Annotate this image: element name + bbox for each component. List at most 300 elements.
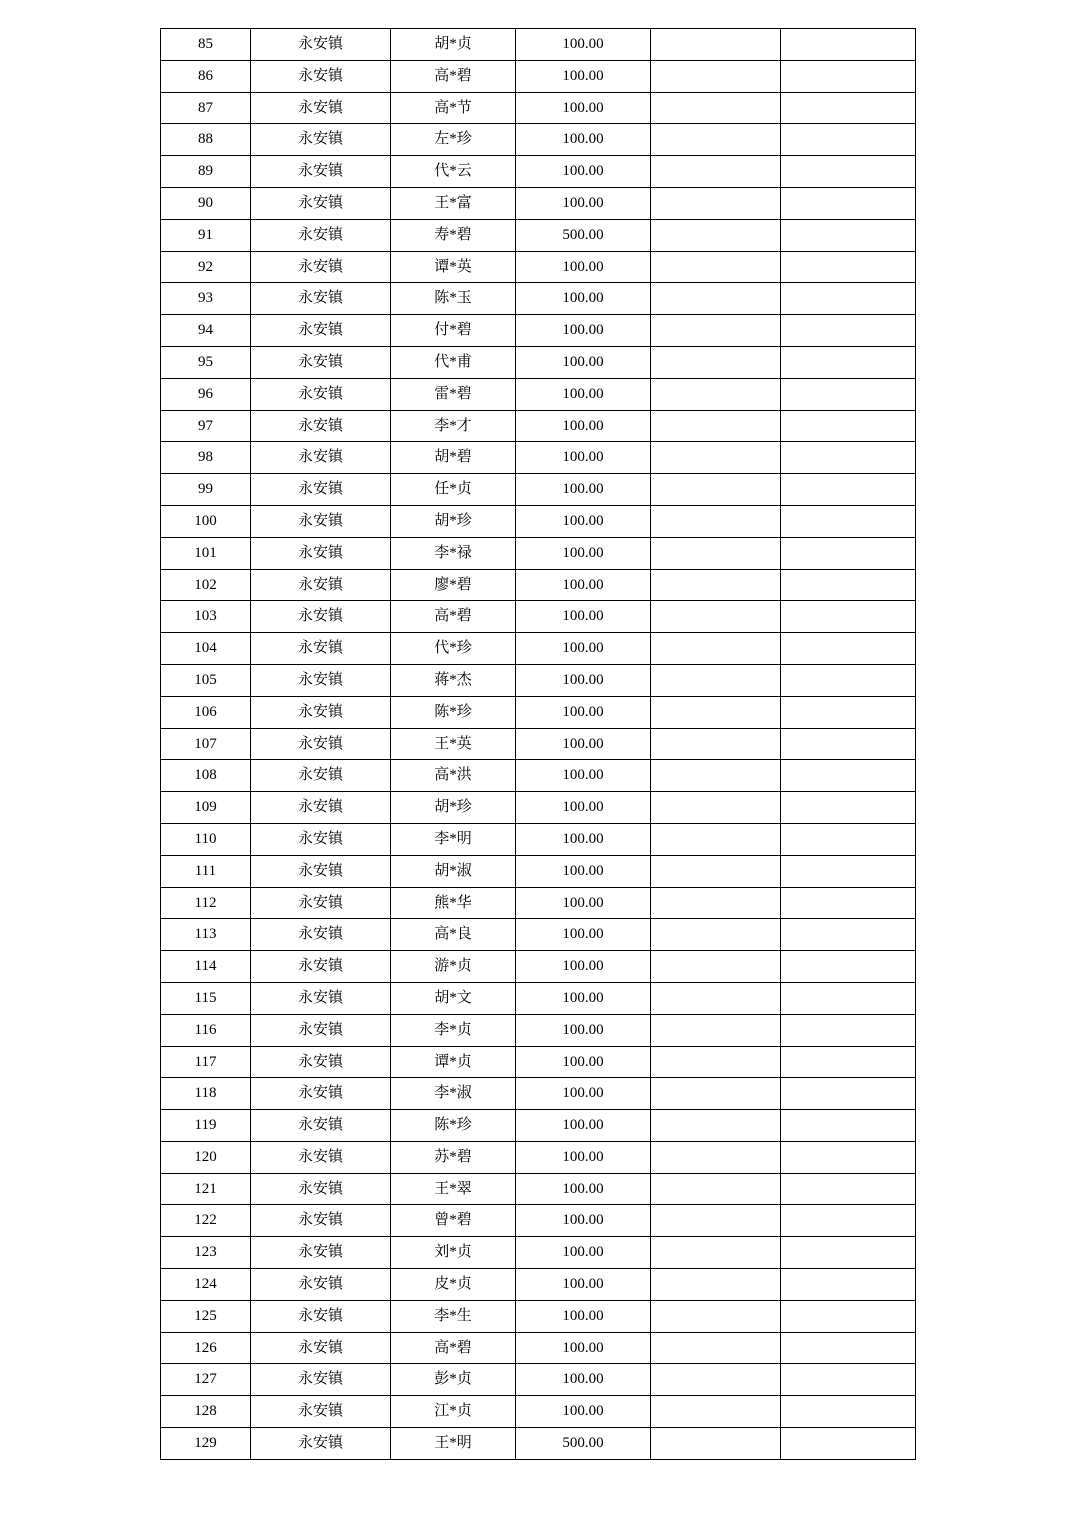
row-number-cell: 127 — [161, 1364, 251, 1396]
empty-cell-1 — [651, 1141, 781, 1173]
empty-cell-1 — [651, 1205, 781, 1237]
row-number-cell: 112 — [161, 887, 251, 919]
masked-name-cell: 胡*文 — [391, 982, 516, 1014]
amount-cell: 100.00 — [516, 664, 651, 696]
masked-name-cell: 胡*碧 — [391, 442, 516, 474]
empty-cell-1 — [651, 315, 781, 347]
amount-cell: 100.00 — [516, 29, 651, 61]
table-row — [161, 728, 916, 760]
amount-cell: 100.00 — [516, 1173, 651, 1205]
town-cell: 永安镇 — [251, 505, 391, 537]
empty-cell-2 — [781, 1237, 916, 1269]
row-number-cell: 91 — [161, 219, 251, 251]
row-number-cell: 92 — [161, 251, 251, 283]
masked-name-cell: 李*明 — [391, 823, 516, 855]
table-row — [161, 1078, 916, 1110]
empty-cell-2 — [781, 1396, 916, 1428]
town-cell: 永安镇 — [251, 760, 391, 792]
table-row — [161, 951, 916, 983]
empty-cell-1 — [651, 60, 781, 92]
town-cell: 永安镇 — [251, 474, 391, 506]
amount-cell: 100.00 — [516, 1237, 651, 1269]
town-cell: 永安镇 — [251, 1110, 391, 1142]
empty-cell-2 — [781, 633, 916, 665]
table-row — [161, 92, 916, 124]
row-number-cell: 111 — [161, 855, 251, 887]
row-number-cell: 123 — [161, 1237, 251, 1269]
amount-cell: 100.00 — [516, 982, 651, 1014]
empty-cell-2 — [781, 251, 916, 283]
amount-cell: 100.00 — [516, 1110, 651, 1142]
empty-cell-2 — [781, 792, 916, 824]
town-cell: 永安镇 — [251, 378, 391, 410]
empty-cell-1 — [651, 156, 781, 188]
town-cell: 永安镇 — [251, 823, 391, 855]
table-row — [161, 664, 916, 696]
amount-cell: 100.00 — [516, 760, 651, 792]
town-cell: 永安镇 — [251, 728, 391, 760]
row-number-cell: 117 — [161, 1046, 251, 1078]
masked-name-cell: 代*云 — [391, 156, 516, 188]
masked-name-cell: 胡*珍 — [391, 505, 516, 537]
row-number-cell: 94 — [161, 315, 251, 347]
table-row — [161, 569, 916, 601]
empty-cell-1 — [651, 505, 781, 537]
row-number-cell: 85 — [161, 29, 251, 61]
empty-cell-1 — [651, 1046, 781, 1078]
amount-cell: 100.00 — [516, 855, 651, 887]
empty-cell-2 — [781, 92, 916, 124]
town-cell: 永安镇 — [251, 919, 391, 951]
row-number-cell: 93 — [161, 283, 251, 315]
empty-cell-2 — [781, 156, 916, 188]
empty-cell-2 — [781, 919, 916, 951]
empty-cell-2 — [781, 569, 916, 601]
row-number-cell: 107 — [161, 728, 251, 760]
amount-cell: 100.00 — [516, 1396, 651, 1428]
empty-cell-1 — [651, 919, 781, 951]
table-row — [161, 378, 916, 410]
amount-cell: 100.00 — [516, 1078, 651, 1110]
row-number-cell: 122 — [161, 1205, 251, 1237]
row-number-cell: 125 — [161, 1300, 251, 1332]
amount-cell: 100.00 — [516, 537, 651, 569]
masked-name-cell: 陈*珍 — [391, 1110, 516, 1142]
amount-cell: 100.00 — [516, 1014, 651, 1046]
empty-cell-2 — [781, 1110, 916, 1142]
masked-name-cell: 雷*碧 — [391, 378, 516, 410]
empty-cell-1 — [651, 1014, 781, 1046]
empty-cell-2 — [781, 315, 916, 347]
empty-cell-2 — [781, 219, 916, 251]
empty-cell-1 — [651, 1269, 781, 1301]
masked-name-cell: 廖*碧 — [391, 569, 516, 601]
amount-cell: 100.00 — [516, 505, 651, 537]
amount-cell: 100.00 — [516, 887, 651, 919]
empty-cell-1 — [651, 283, 781, 315]
amount-cell: 100.00 — [516, 919, 651, 951]
subsidy-table-body — [161, 29, 916, 1460]
town-cell: 永安镇 — [251, 569, 391, 601]
row-number-cell: 102 — [161, 569, 251, 601]
masked-name-cell: 李*淑 — [391, 1078, 516, 1110]
town-cell: 永安镇 — [251, 1046, 391, 1078]
table-row — [161, 792, 916, 824]
masked-name-cell: 李*生 — [391, 1300, 516, 1332]
amount-cell: 100.00 — [516, 410, 651, 442]
table-row — [161, 410, 916, 442]
masked-name-cell: 胡*珍 — [391, 792, 516, 824]
town-cell: 永安镇 — [251, 1428, 391, 1460]
empty-cell-2 — [781, 855, 916, 887]
amount-cell: 100.00 — [516, 601, 651, 633]
town-cell: 永安镇 — [251, 664, 391, 696]
empty-cell-2 — [781, 1269, 916, 1301]
town-cell: 永安镇 — [251, 29, 391, 61]
empty-cell-2 — [781, 346, 916, 378]
empty-cell-1 — [651, 29, 781, 61]
town-cell: 永安镇 — [251, 187, 391, 219]
table-row — [161, 1237, 916, 1269]
table-row — [161, 1205, 916, 1237]
masked-name-cell: 熊*华 — [391, 887, 516, 919]
amount-cell: 100.00 — [516, 251, 651, 283]
empty-cell-2 — [781, 951, 916, 983]
town-cell: 永安镇 — [251, 951, 391, 983]
empty-cell-1 — [651, 1332, 781, 1364]
empty-cell-1 — [651, 92, 781, 124]
amount-cell: 100.00 — [516, 1332, 651, 1364]
masked-name-cell: 左*珍 — [391, 124, 516, 156]
empty-cell-2 — [781, 1173, 916, 1205]
row-number-cell: 113 — [161, 919, 251, 951]
empty-cell-1 — [651, 1300, 781, 1332]
empty-cell-1 — [651, 1364, 781, 1396]
amount-cell: 100.00 — [516, 124, 651, 156]
row-number-cell: 129 — [161, 1428, 251, 1460]
empty-cell-1 — [651, 792, 781, 824]
amount-cell: 100.00 — [516, 633, 651, 665]
amount-cell: 100.00 — [516, 1300, 651, 1332]
row-number-cell: 88 — [161, 124, 251, 156]
table-row — [161, 60, 916, 92]
town-cell: 永安镇 — [251, 410, 391, 442]
row-number-cell: 120 — [161, 1141, 251, 1173]
masked-name-cell: 高*良 — [391, 919, 516, 951]
empty-cell-1 — [651, 251, 781, 283]
empty-cell-1 — [651, 760, 781, 792]
table-row — [161, 442, 916, 474]
row-number-cell: 96 — [161, 378, 251, 410]
empty-cell-1 — [651, 1110, 781, 1142]
empty-cell-1 — [651, 633, 781, 665]
row-number-cell: 121 — [161, 1173, 251, 1205]
row-number-cell: 97 — [161, 410, 251, 442]
empty-cell-1 — [651, 124, 781, 156]
table-row — [161, 760, 916, 792]
masked-name-cell: 寿*碧 — [391, 219, 516, 251]
amount-cell: 100.00 — [516, 283, 651, 315]
empty-cell-1 — [651, 887, 781, 919]
empty-cell-1 — [651, 1237, 781, 1269]
amount-cell: 100.00 — [516, 569, 651, 601]
row-number-cell: 118 — [161, 1078, 251, 1110]
empty-cell-1 — [651, 951, 781, 983]
town-cell: 永安镇 — [251, 696, 391, 728]
masked-name-cell: 王*翠 — [391, 1173, 516, 1205]
empty-cell-1 — [651, 823, 781, 855]
town-cell: 永安镇 — [251, 1300, 391, 1332]
empty-cell-2 — [781, 1300, 916, 1332]
town-cell: 永安镇 — [251, 1173, 391, 1205]
amount-cell: 100.00 — [516, 1205, 651, 1237]
table-row — [161, 1014, 916, 1046]
empty-cell-1 — [651, 537, 781, 569]
empty-cell-2 — [781, 823, 916, 855]
table-row — [161, 315, 916, 347]
empty-cell-2 — [781, 760, 916, 792]
table-row — [161, 346, 916, 378]
town-cell: 永安镇 — [251, 92, 391, 124]
masked-name-cell: 王*富 — [391, 187, 516, 219]
table-row — [161, 219, 916, 251]
table-row — [161, 887, 916, 919]
empty-cell-2 — [781, 283, 916, 315]
row-number-cell: 109 — [161, 792, 251, 824]
row-number-cell: 119 — [161, 1110, 251, 1142]
amount-cell: 100.00 — [516, 823, 651, 855]
row-number-cell: 86 — [161, 60, 251, 92]
masked-name-cell: 高*节 — [391, 92, 516, 124]
row-number-cell: 87 — [161, 92, 251, 124]
town-cell: 永安镇 — [251, 537, 391, 569]
town-cell: 永安镇 — [251, 60, 391, 92]
amount-cell: 100.00 — [516, 728, 651, 760]
masked-name-cell: 曾*碧 — [391, 1205, 516, 1237]
row-number-cell: 128 — [161, 1396, 251, 1428]
empty-cell-1 — [651, 982, 781, 1014]
subsidy-list-table-region — [160, 28, 916, 1460]
town-cell: 永安镇 — [251, 1237, 391, 1269]
empty-cell-2 — [781, 982, 916, 1014]
masked-name-cell: 高*碧 — [391, 60, 516, 92]
empty-cell-2 — [781, 728, 916, 760]
amount-cell: 100.00 — [516, 1046, 651, 1078]
masked-name-cell: 蒋*杰 — [391, 664, 516, 696]
masked-name-cell: 皮*贞 — [391, 1269, 516, 1301]
empty-cell-2 — [781, 505, 916, 537]
town-cell: 永安镇 — [251, 156, 391, 188]
table-row — [161, 283, 916, 315]
table-row — [161, 696, 916, 728]
row-number-cell: 90 — [161, 187, 251, 219]
table-row — [161, 474, 916, 506]
table-row — [161, 1141, 916, 1173]
masked-name-cell: 胡*贞 — [391, 29, 516, 61]
table-row — [161, 633, 916, 665]
row-number-cell: 110 — [161, 823, 251, 855]
empty-cell-2 — [781, 601, 916, 633]
row-number-cell: 98 — [161, 442, 251, 474]
empty-cell-1 — [651, 1396, 781, 1428]
town-cell: 永安镇 — [251, 1332, 391, 1364]
town-cell: 永安镇 — [251, 442, 391, 474]
town-cell: 永安镇 — [251, 219, 391, 251]
amount-cell: 100.00 — [516, 315, 651, 347]
empty-cell-1 — [651, 219, 781, 251]
table-row — [161, 1428, 916, 1460]
town-cell: 永安镇 — [251, 346, 391, 378]
row-number-cell: 116 — [161, 1014, 251, 1046]
town-cell: 永安镇 — [251, 601, 391, 633]
table-row — [161, 187, 916, 219]
empty-cell-2 — [781, 664, 916, 696]
town-cell: 永安镇 — [251, 1364, 391, 1396]
row-number-cell: 114 — [161, 951, 251, 983]
empty-cell-1 — [651, 855, 781, 887]
table-row — [161, 601, 916, 633]
table-row — [161, 1269, 916, 1301]
town-cell: 永安镇 — [251, 283, 391, 315]
empty-cell-2 — [781, 124, 916, 156]
town-cell: 永安镇 — [251, 855, 391, 887]
amount-cell: 100.00 — [516, 1269, 651, 1301]
table-row — [161, 1173, 916, 1205]
table-row — [161, 1364, 916, 1396]
subsidy-table — [160, 28, 916, 1460]
amount-cell: 100.00 — [516, 378, 651, 410]
masked-name-cell: 李*贞 — [391, 1014, 516, 1046]
empty-cell-2 — [781, 60, 916, 92]
town-cell: 永安镇 — [251, 982, 391, 1014]
town-cell: 永安镇 — [251, 1396, 391, 1428]
town-cell: 永安镇 — [251, 633, 391, 665]
amount-cell: 100.00 — [516, 187, 651, 219]
masked-name-cell: 彭*贞 — [391, 1364, 516, 1396]
row-number-cell: 103 — [161, 601, 251, 633]
masked-name-cell: 江*贞 — [391, 1396, 516, 1428]
town-cell: 永安镇 — [251, 1205, 391, 1237]
amount-cell: 500.00 — [516, 219, 651, 251]
table-row — [161, 124, 916, 156]
masked-name-cell: 刘*贞 — [391, 1237, 516, 1269]
table-row — [161, 919, 916, 951]
empty-cell-1 — [651, 601, 781, 633]
town-cell: 永安镇 — [251, 792, 391, 824]
row-number-cell: 108 — [161, 760, 251, 792]
amount-cell: 100.00 — [516, 156, 651, 188]
town-cell: 永安镇 — [251, 887, 391, 919]
table-row — [161, 156, 916, 188]
empty-cell-2 — [781, 1364, 916, 1396]
masked-name-cell: 陈*珍 — [391, 696, 516, 728]
empty-cell-1 — [651, 474, 781, 506]
empty-cell-1 — [651, 664, 781, 696]
amount-cell: 100.00 — [516, 792, 651, 824]
row-number-cell: 95 — [161, 346, 251, 378]
row-number-cell: 124 — [161, 1269, 251, 1301]
masked-name-cell: 高*洪 — [391, 760, 516, 792]
table-row — [161, 537, 916, 569]
amount-cell: 100.00 — [516, 60, 651, 92]
table-row — [161, 982, 916, 1014]
empty-cell-2 — [781, 29, 916, 61]
table-row — [161, 1046, 916, 1078]
table-row — [161, 823, 916, 855]
empty-cell-2 — [781, 1332, 916, 1364]
masked-name-cell: 李*才 — [391, 410, 516, 442]
amount-cell: 100.00 — [516, 696, 651, 728]
table-row — [161, 1332, 916, 1364]
row-number-cell: 99 — [161, 474, 251, 506]
masked-name-cell: 付*碧 — [391, 315, 516, 347]
row-number-cell: 104 — [161, 633, 251, 665]
amount-cell: 100.00 — [516, 1364, 651, 1396]
empty-cell-2 — [781, 378, 916, 410]
masked-name-cell: 陈*玉 — [391, 283, 516, 315]
empty-cell-1 — [651, 569, 781, 601]
empty-cell-2 — [781, 1205, 916, 1237]
row-number-cell: 100 — [161, 505, 251, 537]
masked-name-cell: 代*甫 — [391, 346, 516, 378]
town-cell: 永安镇 — [251, 1269, 391, 1301]
amount-cell: 100.00 — [516, 1141, 651, 1173]
amount-cell: 100.00 — [516, 474, 651, 506]
empty-cell-2 — [781, 1141, 916, 1173]
empty-cell-1 — [651, 410, 781, 442]
town-cell: 永安镇 — [251, 1014, 391, 1046]
empty-cell-1 — [651, 346, 781, 378]
empty-cell-2 — [781, 887, 916, 919]
empty-cell-1 — [651, 442, 781, 474]
empty-cell-1 — [651, 1173, 781, 1205]
row-number-cell: 115 — [161, 982, 251, 1014]
row-number-cell: 105 — [161, 664, 251, 696]
empty-cell-1 — [651, 187, 781, 219]
empty-cell-1 — [651, 728, 781, 760]
empty-cell-1 — [651, 1428, 781, 1460]
masked-name-cell: 代*珍 — [391, 633, 516, 665]
masked-name-cell: 胡*淑 — [391, 855, 516, 887]
row-number-cell: 89 — [161, 156, 251, 188]
masked-name-cell: 王*英 — [391, 728, 516, 760]
table-row — [161, 1110, 916, 1142]
empty-cell-2 — [781, 537, 916, 569]
empty-cell-1 — [651, 378, 781, 410]
town-cell: 永安镇 — [251, 315, 391, 347]
empty-cell-2 — [781, 1014, 916, 1046]
empty-cell-2 — [781, 474, 916, 506]
empty-cell-2 — [781, 1046, 916, 1078]
town-cell: 永安镇 — [251, 1078, 391, 1110]
town-cell: 永安镇 — [251, 1141, 391, 1173]
empty-cell-2 — [781, 410, 916, 442]
masked-name-cell: 任*贞 — [391, 474, 516, 506]
row-number-cell: 106 — [161, 696, 251, 728]
masked-name-cell: 游*贞 — [391, 951, 516, 983]
town-cell: 永安镇 — [251, 251, 391, 283]
empty-cell-2 — [781, 696, 916, 728]
table-row — [161, 505, 916, 537]
masked-name-cell: 高*碧 — [391, 1332, 516, 1364]
empty-cell-1 — [651, 1078, 781, 1110]
table-row — [161, 29, 916, 61]
empty-cell-2 — [781, 1078, 916, 1110]
masked-name-cell: 高*碧 — [391, 601, 516, 633]
masked-name-cell: 谭*贞 — [391, 1046, 516, 1078]
masked-name-cell: 李*禄 — [391, 537, 516, 569]
table-row — [161, 251, 916, 283]
